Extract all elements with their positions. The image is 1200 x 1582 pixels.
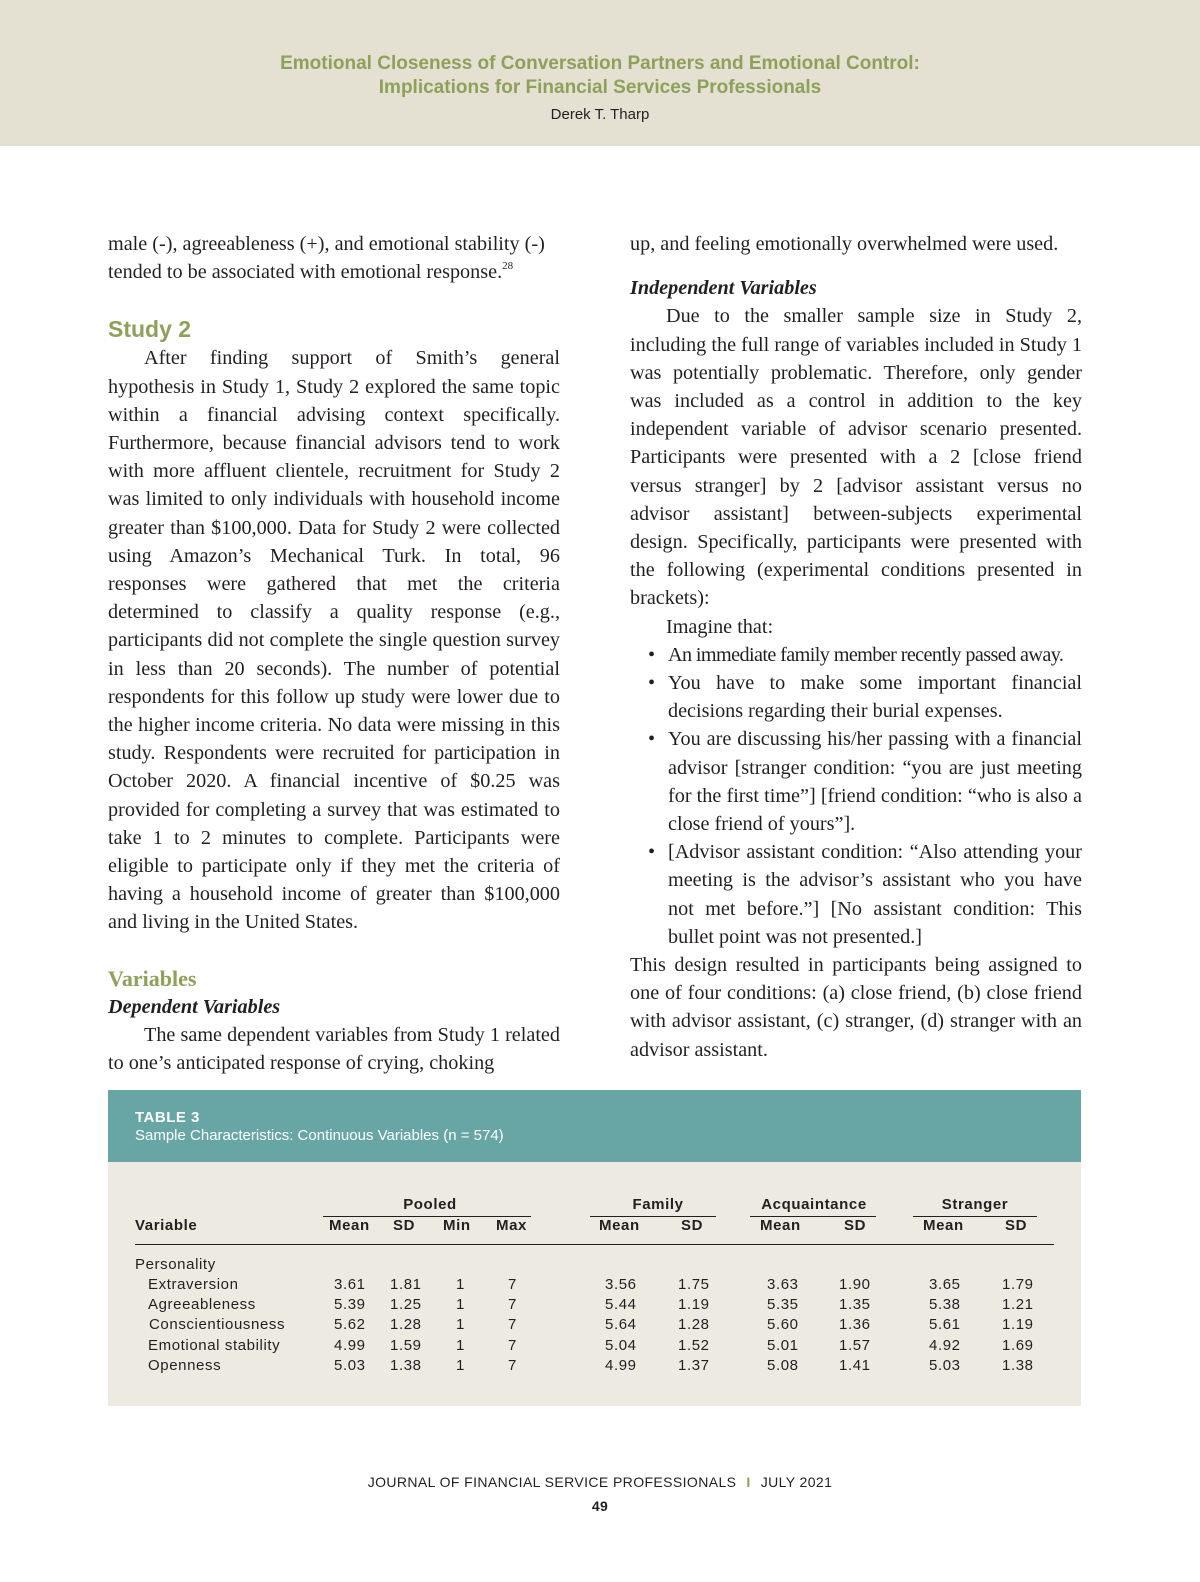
cell-family-sd: 1.37 bbox=[678, 1356, 710, 1374]
scenario-bullet bbox=[630, 641, 1082, 669]
table-caption: Sample Characteristics: Continuous Variables (n = 574) bbox=[135, 1127, 504, 1144]
col-header-stranger-sd: SD bbox=[1005, 1217, 1028, 1234]
footer-line bbox=[0, 1474, 1200, 1490]
header-rule bbox=[135, 1244, 1054, 1245]
study2-paragraph: After finding support of Smith’s general hypothesis in Study 1, Study 2 explored the same topic within a financial advising context specifically. Furthermore, because financial advisors tend to work with more affluent clientele, recruitment for Study 2 was limited to only individuals with household income greater than $100,000. Data for Study 2 were collected using Amazon’s Mechanical Turk. In total, 96 responses were gathered that met the criteria determined to classify a quality response (e.g., participants did not complete the single question survey in less than 20 seconds). The number of potential respondents for this follow up study were lower due to the higher income criteria. No data were missing in this study. Respondents were recruited for participation in October 2020. A financial incentive of $0.25 was provided for completing a survey that was estimated to take 1 to 2 minutes to complete. Participants were eligible to participate only if they met the criteria of having a household income of greater than $100,000 and living in the United States. bbox=[108, 347, 560, 934]
cell-pooled-sd: 1.59 bbox=[390, 1336, 422, 1354]
right-column bbox=[630, 230, 1082, 1064]
table-label: TABLE 3 bbox=[135, 1109, 200, 1126]
issue-date: JULY 2021 bbox=[760, 1474, 833, 1490]
col-header-stranger-mean: Mean bbox=[923, 1217, 964, 1234]
cell-pooled-min: 1 bbox=[456, 1276, 465, 1293]
cell-acquaintance-mean: 5.60 bbox=[767, 1316, 799, 1334]
cell-family-sd: 1.75 bbox=[678, 1276, 710, 1293]
cell-variable: Extraversion bbox=[148, 1276, 239, 1293]
left-column bbox=[108, 230, 560, 1077]
cell-pooled-max: 7 bbox=[508, 1276, 517, 1293]
cell-acquaintance-mean: 5.01 bbox=[767, 1336, 799, 1354]
cell-pooled-min: 1 bbox=[456, 1316, 465, 1334]
cell-family-sd: 1.52 bbox=[678, 1336, 710, 1354]
journal-name: JOURNAL OF FINANCIAL SERVICE PROFESSIONALS bbox=[367, 1474, 737, 1490]
cell-family-mean: 5.64 bbox=[605, 1316, 637, 1334]
article-title-line-1: Emotional Closeness of Conversation Partners and Emotional Control: bbox=[280, 53, 920, 74]
dependent-variables-heading: Dependent Variables bbox=[108, 995, 281, 1018]
cell-pooled-sd: 1.28 bbox=[390, 1316, 422, 1334]
col-header-acquaintance-sd: SD bbox=[844, 1217, 867, 1234]
article-author: Derek T. Tharp bbox=[550, 106, 650, 123]
cell-family-sd: 1.19 bbox=[678, 1296, 710, 1314]
imagine-line: Imagine that: bbox=[666, 615, 774, 638]
cell-pooled-sd: 1.25 bbox=[390, 1296, 422, 1314]
cell-stranger-sd: 1.38 bbox=[1002, 1356, 1034, 1374]
cell-stranger-sd: 1.79 bbox=[1002, 1276, 1034, 1293]
cell-pooled-min: 1 bbox=[456, 1336, 465, 1354]
footer-separator: I bbox=[746, 1474, 751, 1490]
cell-acquaintance-mean: 5.35 bbox=[767, 1296, 799, 1314]
footnote-ref: 28 bbox=[502, 260, 514, 273]
bullet-text: You are discussing his/her passing with a financial advisor [stranger condition: “you are just meeting for the first time”] [friend condition: “who is also a close friend of yours”]. bbox=[668, 728, 1082, 836]
cell-acquaintance-sd: 1.36 bbox=[839, 1316, 871, 1334]
cell-stranger-sd: 1.69 bbox=[1002, 1336, 1034, 1354]
col-header-pooled-mean: Mean bbox=[329, 1217, 370, 1234]
bullet-text: An immediate family member recently passed away. bbox=[668, 643, 1064, 666]
variables-heading: Variables bbox=[108, 965, 197, 991]
article-title-line-2: Implications for Financial Services Professionals bbox=[378, 77, 822, 98]
page-number: 49 bbox=[591, 1498, 609, 1514]
cell-acquaintance-sd: 1.57 bbox=[839, 1336, 871, 1354]
page-footer bbox=[0, 1474, 1200, 1514]
col-header-family-mean: Mean bbox=[599, 1217, 640, 1234]
cell-family-mean: 3.56 bbox=[605, 1276, 637, 1293]
cell-pooled-mean: 5.03 bbox=[334, 1356, 366, 1374]
closing-paragraph: This design resulted in participants being assigned to one of four conditions: (a) close friend, (b) close friend with advisor assistant, (c) stranger, (d) stranger with an advisor assistant. bbox=[630, 954, 1082, 1061]
section-label: Personality bbox=[135, 1256, 216, 1273]
cell-acquaintance-mean: 3.63 bbox=[767, 1276, 799, 1293]
cell-variable: Conscientiousness bbox=[149, 1316, 286, 1334]
continuation-paragraph: up, and feeling emotionally overwhelmed were used. bbox=[630, 233, 1059, 255]
cell-pooled-sd: 1.38 bbox=[390, 1356, 422, 1374]
independent-variables-heading: Independent Variables bbox=[630, 277, 817, 300]
cell-pooled-min: 1 bbox=[456, 1356, 465, 1374]
cell-family-mean: 5.44 bbox=[605, 1296, 637, 1314]
bullet-icon: • bbox=[648, 643, 655, 666]
cell-stranger-mean: 4.92 bbox=[929, 1336, 961, 1354]
cell-pooled-mean: 5.62 bbox=[334, 1316, 366, 1334]
col-header-pooled-max: Max bbox=[496, 1217, 527, 1234]
cell-pooled-min: 1 bbox=[456, 1296, 465, 1314]
bullet-text: You have to make some important financial decisions regarding their burial expenses. bbox=[668, 672, 1082, 723]
cell-acquaintance-sd: 1.35 bbox=[839, 1296, 871, 1314]
group-header-acquaintance: Acquaintance bbox=[761, 1196, 867, 1213]
cell-variable: Emotional stability bbox=[148, 1336, 281, 1354]
intro-paragraph bbox=[108, 230, 560, 286]
bullet-text: [Advisor assistant condition: “Also attending your meeting is the advisor’s assistant who you have not met before.”] [No assistant condition: This bullet point was not presented.] bbox=[668, 841, 1082, 948]
bullet-icon: • bbox=[648, 728, 656, 751]
cell-pooled-mean: 3.61 bbox=[334, 1276, 366, 1293]
group-header-stranger: Stranger bbox=[941, 1196, 1009, 1213]
group-header-pooled: Pooled bbox=[403, 1196, 457, 1213]
col-header-pooled-sd: SD bbox=[393, 1217, 416, 1234]
scenario-bullet bbox=[630, 838, 1082, 951]
cell-family-mean: 5.04 bbox=[605, 1336, 637, 1354]
cell-pooled-max: 7 bbox=[508, 1356, 517, 1374]
cell-stranger-mean: 5.03 bbox=[929, 1356, 961, 1374]
bullet-icon: • bbox=[648, 672, 656, 695]
running-header bbox=[0, 0, 1200, 146]
cell-acquaintance-sd: 1.41 bbox=[839, 1356, 871, 1374]
independent-paragraph: Due to the smaller sample size in Study 2, including the full range of variables included in Study 1 was potentially problematic. Therefore, only gender was included as a control in addition to the key independent variable of advisor scenario presented. Participants were presented with a 2 [close friend versus stranger] by 2 [advisor assistant versus no advisor assistant] between-subjects experimental design. Specifically, participants were presented with the following (experimental conditions presented in brackets): bbox=[630, 305, 1082, 610]
cell-stranger-mean: 3.65 bbox=[929, 1276, 961, 1293]
cell-pooled-mean: 4.99 bbox=[334, 1336, 366, 1354]
group-header-family: Family bbox=[632, 1196, 684, 1213]
cell-variable: Agreeableness bbox=[148, 1296, 256, 1314]
dependent-paragraph: The same dependent variables from Study 1 related to one’s anticipated response of crying, choking bbox=[108, 1023, 560, 1075]
scenario-bullet bbox=[630, 725, 1082, 838]
cell-pooled-max: 7 bbox=[508, 1336, 517, 1354]
cell-family-mean: 4.99 bbox=[605, 1356, 637, 1374]
cell-acquaintance-sd: 1.90 bbox=[839, 1276, 871, 1293]
cell-variable: Openness bbox=[148, 1356, 222, 1374]
col-header-variable: Variable bbox=[135, 1217, 198, 1234]
table-3 bbox=[108, 1090, 1081, 1406]
cell-pooled-mean: 5.39 bbox=[334, 1296, 366, 1314]
col-header-pooled-min: Min bbox=[443, 1217, 471, 1234]
cell-pooled-sd: 1.81 bbox=[390, 1276, 422, 1293]
cell-stranger-sd: 1.21 bbox=[1002, 1296, 1034, 1314]
cell-stranger-sd: 1.19 bbox=[1002, 1316, 1034, 1334]
study2-heading: Study 2 bbox=[108, 316, 192, 343]
col-header-acquaintance-mean: Mean bbox=[760, 1217, 801, 1234]
scenario-bullet-list bbox=[630, 641, 1082, 951]
bullet-icon: • bbox=[648, 841, 656, 864]
table-header-bar bbox=[108, 1090, 1081, 1162]
intro-text: male (-), agreeableness (+), and emotional stability (-) tended to be associated with emotional response. bbox=[108, 233, 545, 284]
cell-acquaintance-mean: 5.08 bbox=[767, 1356, 799, 1374]
cell-stranger-mean: 5.38 bbox=[929, 1296, 961, 1314]
cell-stranger-mean: 5.61 bbox=[929, 1316, 961, 1334]
cell-pooled-max: 7 bbox=[508, 1316, 517, 1334]
cell-family-sd: 1.28 bbox=[678, 1316, 710, 1334]
col-header-family-sd: SD bbox=[681, 1217, 704, 1234]
cell-pooled-max: 7 bbox=[508, 1296, 517, 1314]
scenario-bullet bbox=[630, 669, 1082, 725]
